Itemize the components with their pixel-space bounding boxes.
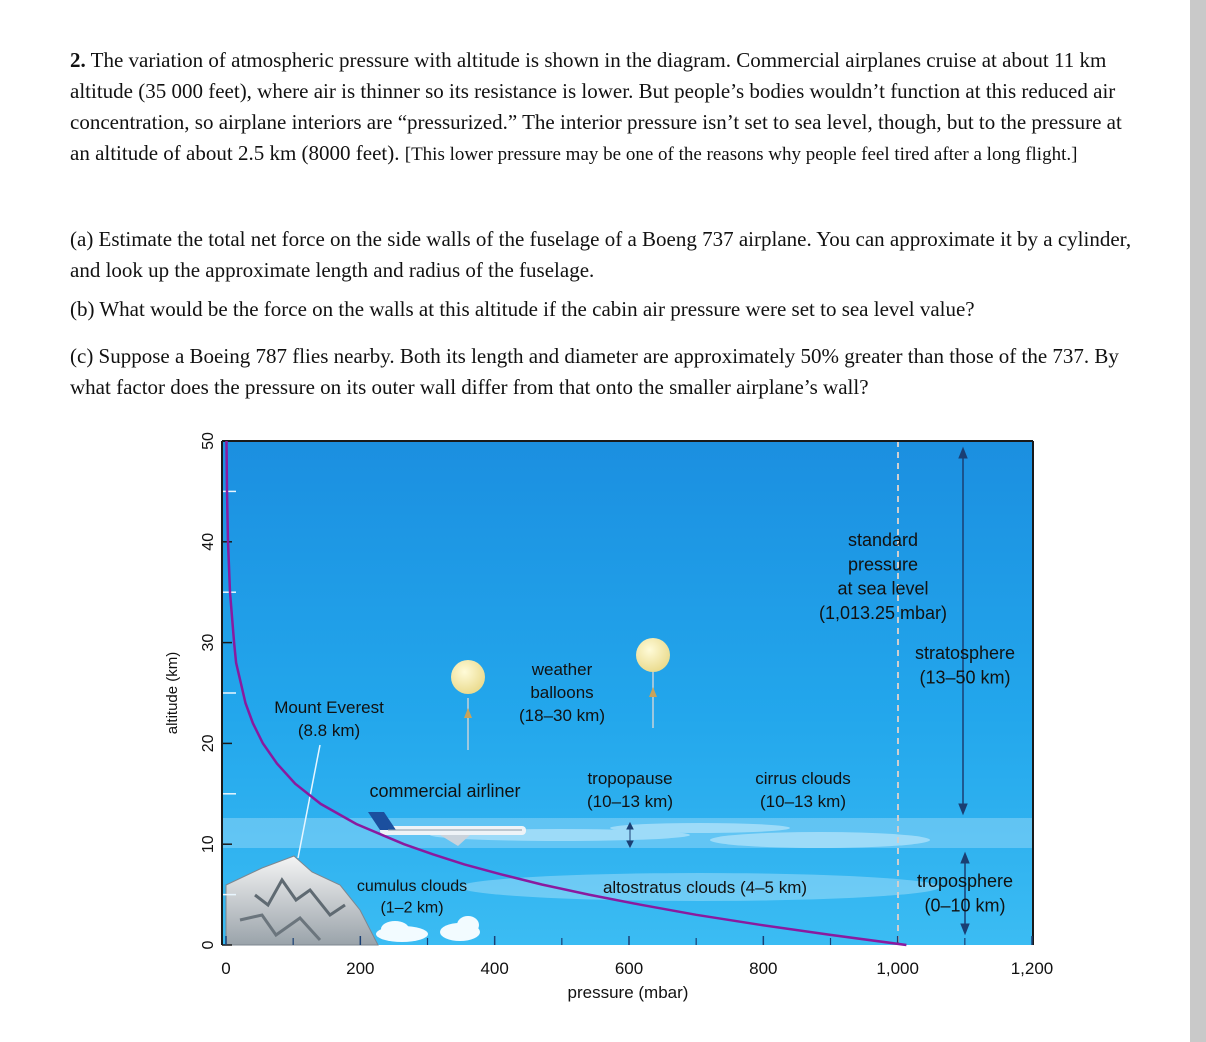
altostratus-label: altostratus clouds (4–5 km)	[602, 878, 808, 897]
problem-number: 2.	[70, 48, 86, 72]
standard-pressure-label: standard pressure at sea level (1,013.25 mbar)	[818, 530, 948, 623]
plot-area	[222, 441, 1033, 945]
intro-text: The variation of atmospheric pressure with altitude is shown in the diagram. Commercial airplanes cruise at about 11 km altitude (35 000 feet), where air is thinner so its resistance is lower. But people’s bodies wouldn’t function at this reduced air concentration, so airplane interiors are “pressurized.” The interior pressure isn’t set to sea level, though, but to the pressure at an altitude of about 2.5 km (8000 feet).	[70, 48, 1122, 165]
part-b: (b) What would be the force on the walls at this altitude if the cabin air pressure were set to sea level value?	[70, 297, 975, 321]
tropopause-label: tropopause (10–13 km)	[587, 769, 673, 811]
part-c: (c) Suppose a Boeing 787 flies nearby. Both its length and diameter are approximately 50% greater than those of the 737. By what factor does the pressure on its outer wall differ from that onto the smaller airplane’s wall?	[70, 344, 1119, 399]
airliner-label: commercial airliner	[369, 781, 521, 801]
balloons-label: weather balloons (18–30 km)	[519, 660, 605, 725]
y-axis-label: altitude (km)	[164, 651, 181, 735]
cirrus-label: cirrus clouds (10–13 km)	[755, 769, 851, 811]
y-tick-label: 10	[200, 835, 217, 854]
x-tick-label: 600	[614, 959, 644, 978]
x-tick-label: 200	[346, 959, 375, 978]
y-tick-label: 20	[200, 734, 217, 753]
y-tick-label: 50	[200, 432, 217, 450]
part-a: (a) Estimate the total net force on the side walls of the fuselage of a Boeng 737 airplane. You can approximate it by a cylinder, and look up the approximate length and radius of the fuselage.	[70, 227, 1132, 282]
y-tick-label: 40	[200, 532, 217, 551]
x-tick-label: 1,200	[1010, 959, 1054, 978]
troposphere-label: troposphere (0–10 km)	[916, 871, 1014, 916]
x-axis-label: pressure (mbar)	[567, 983, 689, 1002]
intro-note: [This lower pressure may be one of the reasons why people feel tired after a long flight.]	[404, 144, 1078, 165]
x-tick-label: 0	[221, 959, 231, 978]
cumulus-label: cumulus clouds (1–2 km)	[356, 878, 468, 917]
y-tick-label: 0	[200, 940, 217, 950]
y-tick-label: 30	[200, 633, 217, 652]
x-tick-label: 800	[749, 959, 778, 978]
x-tick-label: 1,000	[876, 959, 919, 978]
x-tick-label: 400	[480, 959, 509, 978]
stratosphere-label: stratosphere (13–50 km)	[914, 643, 1016, 688]
everest-label: Mount Everest (8.8 km)	[274, 698, 384, 740]
